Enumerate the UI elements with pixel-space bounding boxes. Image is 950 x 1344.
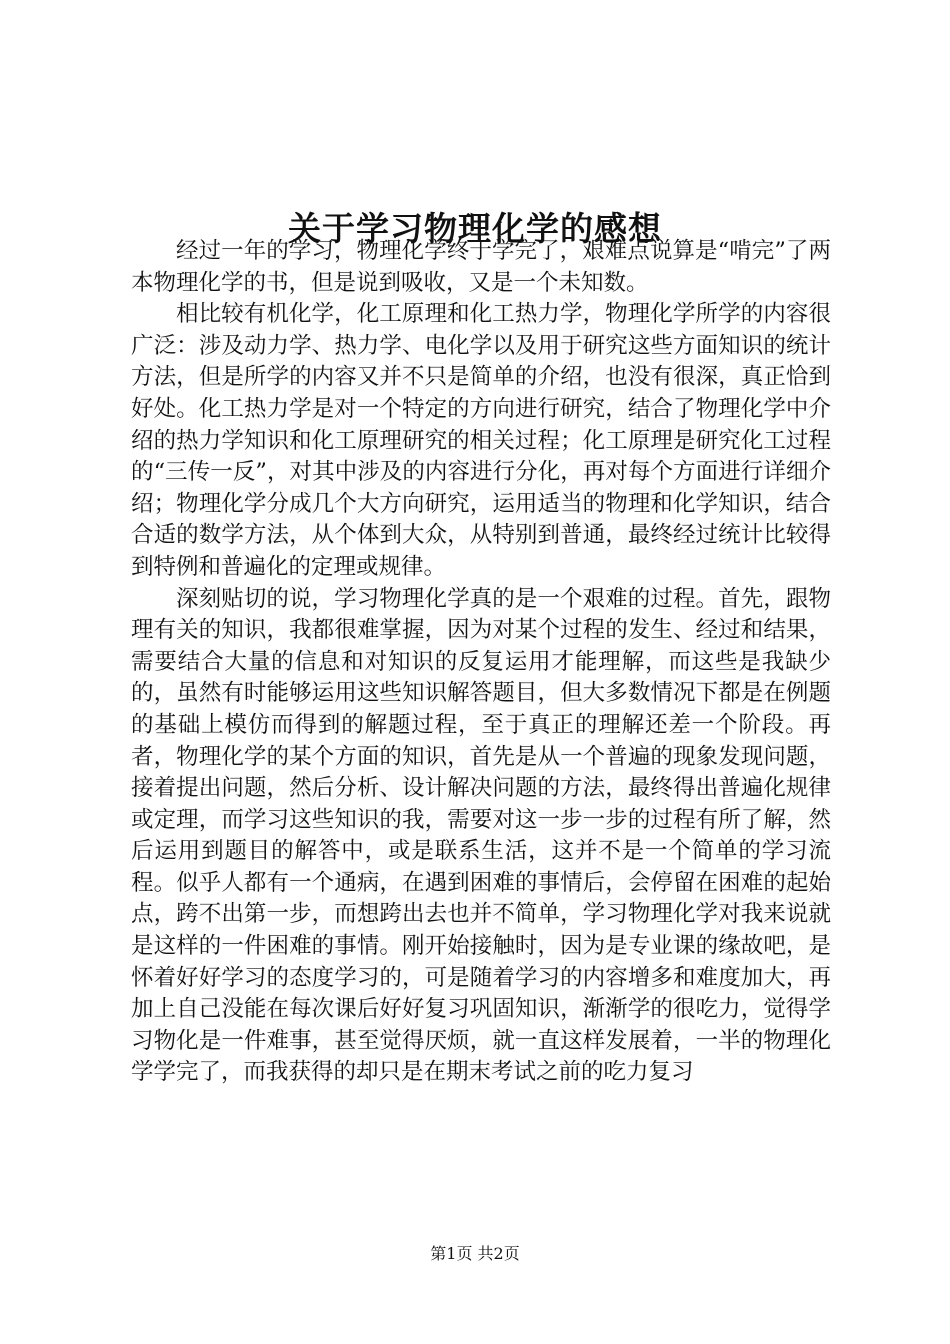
page-footer: 第1页 共2页 [430, 1244, 520, 1263]
body-paragraph-1: 经过一年的学习，物理化学终于学完了，艰难点说算是“啃完”了两本物理化学的书，但是说到吸收，又是一个未知数。 [131, 238, 831, 296]
document-body [131, 236, 831, 1089]
body-paragraph-2: 相比较有机化学，化工原理和化工热力学，物理化学所学的内容很广泛：涉及动力学、热力学、电化学以及用于研究这些方面知识的统计方法，但是所学的内容又并不只是简单的介绍，也没有很深，真正恰到好处。化工热力学是对一个特定的方向进行研究，结合了物理化学中介绍的热力学知识和化工原理研究的相关过程；化工原理是研究化工过程的“三传一反”，对其中涉及的内容进行分化，再对每个方面进行详细介绍；物理化学分成几个大方向研究，运用适当的物理和化学知识，结合合适的数学方法，从个体到大众，从特别到普通，最终经过统计比较得到特例和普遍化的定理或规律。 [131, 301, 831, 580]
body-paragraph-3: 深刻贴切的说，学习物理化学真的是一个艰难的过程。首先，跟物理有关的知识，我都很难掌握，因为对某个过程的发生、经过和结果，需要结合大量的信息和对知识的反复运用才能理解，而这些是我缺少的，虽然有时能够运用这些知识解答题目，但大多数情况下都是在例题的基础上模仿而得到的解题过程，至于真正的理解还差一个阶段。再者，物理化学的某个方面的知识，首先是从一个普遍的现象发现问题，接着提出问题，然后分析、设计解决问题的方法，最终得出普遍化规律或定理，而学习这些知识的我，需要对这一步一步的过程有所了解，然后运用到题目的解答中，或是联系生活，这并不是一个简单的学习流程。似乎人都有一个通病，在遇到困难的事情后，会停留在困难的起始点，跨不出第一步，而想跨出去也并不简单，学习物理化学对我来说就是这样的一件困难的事情。刚开始接触时，因为是专业课的缘故吧，是怀着好好学习的态度学习的，可是随着学习的内容增多和难度加大，再加上自己没能在每次课后好好复习巩固知识，渐渐学的很吃力，觉得学习物化是一件难事，甚至觉得厌烦，就一直这样发展着，一半的物理化学学完了，而我获得的却只是在期末考试之前的吃力复习 [131, 585, 831, 1086]
document-title: 关于学习物理化学的感想 [288, 209, 662, 249]
